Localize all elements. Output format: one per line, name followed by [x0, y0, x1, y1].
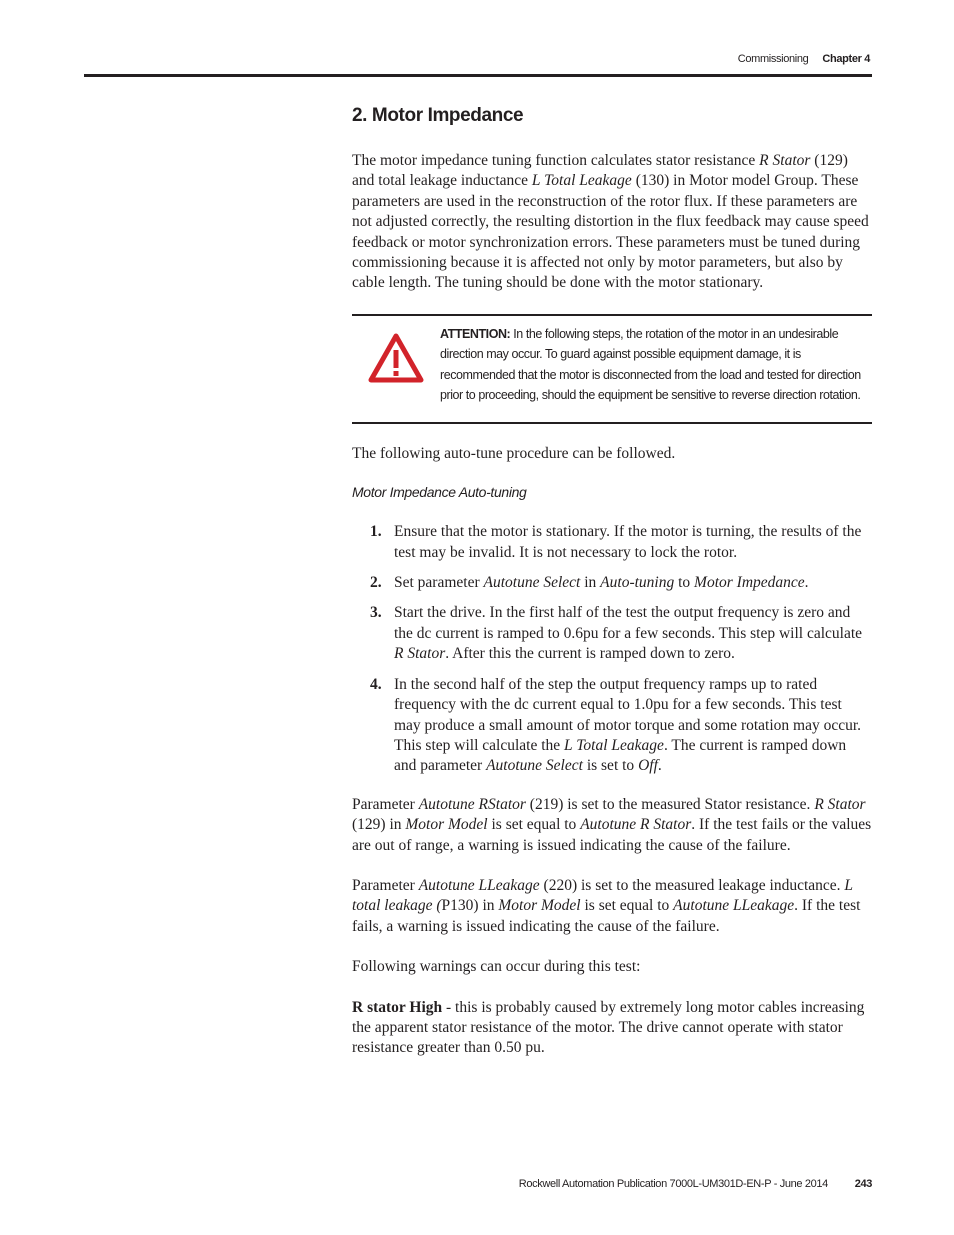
step-item [352, 675, 872, 777]
step-item [352, 522, 872, 563]
warnings-intro: Following warnings can occur during this test: [352, 958, 641, 976]
text-run: . [657, 757, 662, 775]
param-name: R Stator [814, 795, 866, 813]
page-number: 243 [854, 1178, 872, 1190]
param-name: Motor Impedance [694, 574, 805, 592]
param-name: L Total Leakage [564, 736, 664, 754]
step-number: 4. [370, 675, 382, 693]
procedure-intro: The following auto-tune procedure can be followed. [352, 444, 676, 462]
warning-icon-container [352, 324, 440, 414]
attention-box [352, 314, 872, 424]
section-title: 2. Motor Impedance [352, 105, 524, 126]
procedure-steps [352, 522, 872, 776]
step-number: 1. [370, 523, 382, 541]
param-name: Motor Model [405, 816, 488, 834]
warning-triangle-icon [368, 333, 424, 383]
attention-body: In the following steps, the rotation of the motor in an undesirable direction may occur. To guard against possible equipment damage, it is recommended that the motor is disconnected from the load and tested for direction prior to proceeding, should the equipment be sensitive to reverse direction rotation. [440, 326, 861, 403]
step-text [394, 675, 872, 777]
text-run: in [580, 574, 601, 592]
publication-info: Rockwell Automation Publication 7000L-UM301D-EN-P - June 2014 [518, 1178, 828, 1190]
param-name: L Total Leakage [531, 172, 632, 190]
param-name: Autotune R Stator [580, 816, 692, 834]
text-run: P130) in [441, 897, 499, 915]
text-run: . If the test fails or the values are out of range, a warning is issued indicating the cause of the failure. [352, 816, 872, 854]
param-name: Autotune RStator [418, 795, 526, 813]
text-run: . The current is ramped down and parameter [394, 736, 847, 775]
step-item [352, 573, 872, 593]
param-name: Autotune LLeakage [673, 897, 795, 915]
text-run: Set parameter [394, 574, 484, 592]
lleakage-paragraph [352, 876, 872, 937]
warning-text: - this is probably caused by extremely long motor cables increasing the apparent stator resistance of the motor. The drive cannot operate with stator resistance greater than 0.50 pu. [352, 998, 865, 1057]
page-footer [0, 1178, 872, 1190]
rstator-paragraph [352, 795, 872, 856]
step-text [394, 603, 872, 664]
step-item [352, 603, 872, 664]
step-text [394, 573, 872, 593]
param-name: Autotune Select [486, 757, 583, 775]
warning-label: R stator High [352, 998, 443, 1016]
attention-text [440, 324, 872, 414]
text-run: Parameter [352, 795, 419, 813]
param-name: R Stator [759, 152, 811, 169]
header-chapter: Chapter 4 [822, 53, 870, 65]
text-run: is set equal to [487, 816, 581, 834]
text-run: In the second half of the step the output frequency ramps up to rated frequency with the dc current equal to 1.0pu for a few seconds. This test may produce a small amount of motor torque and some rotation may occur. This step will calculate the [394, 675, 862, 754]
text-run: is set to [582, 757, 639, 775]
header-section: Commissioning [737, 53, 809, 65]
text-run: Parameter [352, 876, 419, 894]
page-header [738, 53, 870, 65]
text-run: (130) in Motor model Group. These parameters are used in the reconstruction of the rotor flux. If these parameters are not adjusted correctly, the resulting distortion in the flux feedback may cause speed feedback or motor synchronization errors. These parameters must be tuned during commissioning because it is affected not only by motor parameters, but also by cable length. The tuning should be done with the motor stationary. [352, 172, 869, 292]
attention-label: ATTENTION: [440, 326, 511, 341]
step-text [394, 522, 872, 563]
param-name: Auto-tuning [600, 574, 675, 592]
text-run: is set equal to [580, 897, 674, 915]
text-run: Ensure that the motor is stationary. If the motor is turning, the results of the test may be invalid. It is not necessary to lock the rotor. [394, 523, 862, 561]
text-run: . If the test fails, a warning is issued indicating the cause of the failure. [352, 897, 861, 935]
text-run: The motor impedance tuning function calculates stator resistance [352, 152, 760, 169]
param-name: Autotune Select [483, 574, 581, 592]
param-name: Motor Model [498, 897, 581, 915]
param-name: Autotune LLeakage [418, 876, 540, 894]
step-number: 3. [370, 604, 382, 622]
step-number: 2. [370, 574, 382, 592]
text-run: (129) in [352, 816, 406, 834]
text-run: . After this the current is ramped down to zero. [445, 645, 735, 663]
param-name: L total leakage ( [352, 876, 853, 915]
text-run: (129) and total leakage inductance [352, 152, 848, 190]
param-name: Off [638, 757, 658, 775]
text-run: (219) is set to the measured Stator resistance. [525, 795, 815, 813]
rstator-warning-paragraph [352, 998, 872, 1059]
procedure-subhead: Motor Impedance Auto-tuning [352, 484, 527, 501]
text-run: Start the drive. In the first half of the test the output frequency is zero and the dc current is ramped to 0.6pu for a few seconds. This step will calculate [394, 604, 863, 642]
intro-paragraph [352, 151, 872, 294]
main-content [352, 105, 872, 1079]
header-rule [84, 74, 872, 77]
param-name: R Stator [394, 645, 446, 663]
text-run: . [804, 574, 809, 592]
text-run: to [674, 574, 695, 592]
text-run: (220) is set to the measured leakage inductance. [539, 876, 845, 894]
